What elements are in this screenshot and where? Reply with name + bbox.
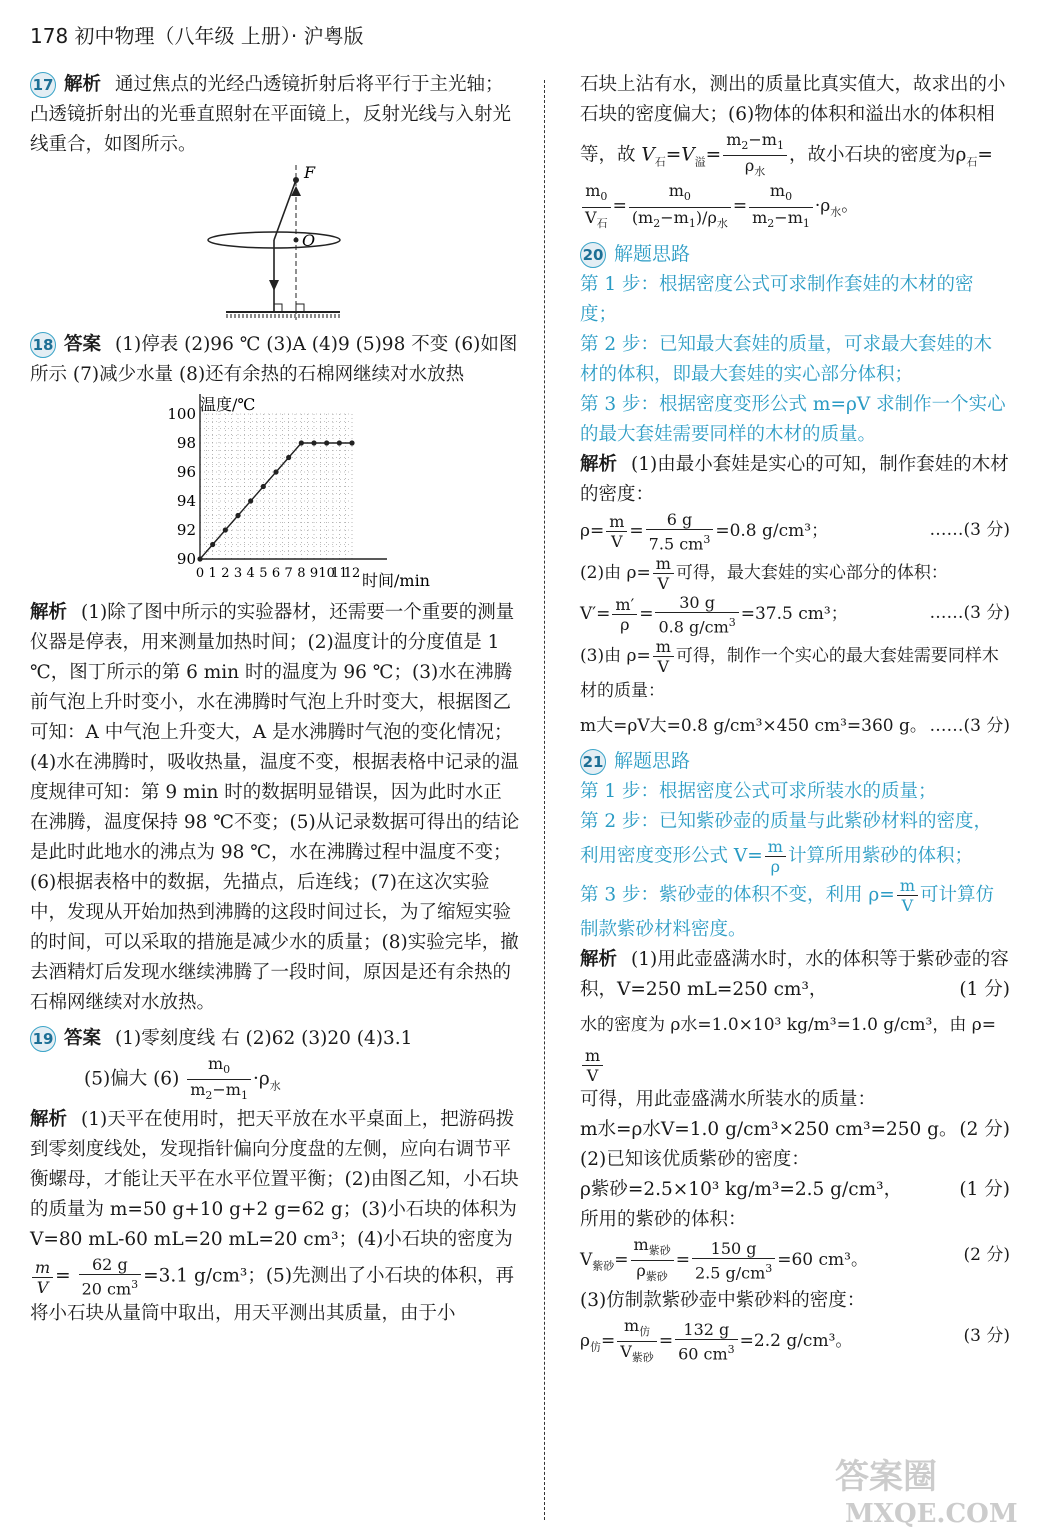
q20-step2: 第 2 步：已知最大套娃的质量，可求最大套娃的木材的体积，即最大套娃的实心部分体积； (580, 333, 993, 385)
q19-explain-text1: (1)天平在使用时，把天平放在水平桌面上，把游码拨到零刻度线处，发现指针偏向分度盘的左侧，应向右调节平衡螺母，才能让天平在水平位置平衡；(2)由图乙知，小石块的质量为 m=50 g+10 g+2 g=62 g；(3)小石块的体积为 V=80 mL-60 mL=20 mL=20 cm³；(4)小石块的密度为 (30, 1109, 519, 1251)
x-tick-label: 9 (309, 566, 319, 581)
q20-step1: 第 1 步：根据密度公式可求制作套娃的木材的密度； (580, 273, 974, 325)
svg-text:答案圈: 答案圈 (835, 1457, 937, 1497)
q20-eq3 (580, 706, 1010, 746)
q19-answer-text: (1)零刻度线 右 (2)62 (3)20 (4)3.1 (115, 1028, 413, 1049)
q18-number: 18 (30, 332, 56, 358)
q21-step2-text: 第 2 步：已知紫砂壶的质量与此紫砂材料的密度，利用密度变形公式 (580, 810, 993, 867)
q21-e9: (3)仿制款紫砂壶中紫砂料的密度： (580, 1290, 866, 1312)
q20-eq1: ρ= $\frac{m}{V}$ = $\frac{6 g}{7.5 cm^3}$ =0.8 g/cm³； ……(3 分) (580, 509, 1010, 554)
q21-step3-text: 第 3 步：紫砂壶的体积不变，利用 (580, 884, 863, 906)
focus-point (293, 177, 299, 183)
score: (2 分) (959, 1118, 1010, 1140)
temperature-chart (30, 394, 520, 594)
q21-e1-text: (1)用此壶盛满水时，水的体积等于紫砂壶的容积，V=250 mL=250 cm³， (580, 948, 1009, 1000)
fraction: $\frac{m_0}{m_2-m_1}$ (187, 1054, 251, 1105)
fraction: $\frac{m}{V}$ (653, 637, 674, 676)
q21-step2: 第 2 步：已知紫砂壶的质量与此紫砂材料的密度，利用密度变形公式 V= $\frac{m}{\rho}$ 计算所用紫砂的体积； (580, 810, 993, 876)
q21-e1 (580, 945, 1010, 1005)
q21-e6 (580, 1175, 1010, 1205)
right-column (580, 70, 1010, 1368)
fraction: $\frac{m}{V}$ (606, 512, 627, 551)
data-point (210, 542, 215, 547)
fraction: $\frac{m_0}{m_2-m_1}$ (749, 181, 813, 232)
arrow-down (269, 280, 279, 291)
score: (2 分) (963, 1244, 1010, 1265)
q20-step3: 第 3 步：根据密度变形公式 m=ρV 求制作一个实心的最大套娃需要同样的木材的质量。 (580, 393, 1006, 445)
q19-continued: 石块上沾有水，测出的质量比真实值大，故求出的小石块的密度偏大；(6)物体的体积和溢出水的体积相等，故 $V_石=V_溢=$ $\frac{m_2-m_1}{\rho_水}$ ，故小石块的密度为$\rho_石=$ (580, 70, 1010, 181)
fraction: $\frac{m'}{\rho}$ (612, 595, 637, 634)
q21-e4 (580, 1115, 1010, 1145)
x-tick-label: 4 (246, 566, 255, 581)
q18-answer-text: (1)停表 (2)96 ℃ (3)A (4)9 (5)98 不变 (6)如图所示 (7)减少水量 (8)还有余热的石棉网继续对水放热 (30, 334, 518, 385)
score: (1 分) (959, 1178, 1010, 1200)
q18-keyword: 答案 (64, 334, 102, 355)
x-tick-label: 5 (259, 566, 268, 581)
fraction: $\frac{m_0}{(m_2-m_1)/\rho_水}$ (629, 181, 731, 232)
q21-step1: 第 1 步：根据密度公式可求所装水的质量； (580, 780, 937, 802)
data-point (248, 498, 253, 503)
fraction: $\frac{m_仿}{V_{紫砂}}$ (617, 1316, 657, 1367)
data-point (286, 455, 291, 460)
q20-header (580, 239, 1010, 270)
q17-number: 17 (30, 72, 56, 98)
q20-e1eq: =0.8 g/cm³； (715, 521, 829, 542)
y-tick-label: 96 (176, 463, 196, 481)
q19-answer-text2: (5)偏大 (6) (84, 1068, 180, 1090)
fraction: $\frac{62 g}{20 cm^3}$ (79, 1255, 142, 1298)
fraction: $\frac{m_0}{V_石}$ (582, 181, 611, 232)
q18-answer (30, 330, 520, 390)
x-tick-label: 7 (284, 566, 293, 581)
q21-e7: 所用的紫砂的体积： (580, 1208, 747, 1230)
x-tick-label: 6 (271, 566, 281, 581)
q21-e5: (2)已知该优质紫砂的密度： (580, 1148, 810, 1170)
fraction: $\frac{6 g}{7.5 cm^3}$ (646, 510, 714, 553)
center-label: O (302, 231, 316, 250)
q18-explain (30, 598, 520, 1018)
fraction: $\frac{m}{V}$ (32, 1258, 53, 1297)
x-tick-label: 2 (221, 566, 230, 581)
q17-block (30, 70, 520, 160)
x-tick-label: 0 (195, 566, 205, 581)
left-column (30, 70, 520, 1329)
q21-e10eq: =2.2 g/cm³。 (739, 1331, 853, 1352)
q19-cont1: 石块上沾有水，测出的质量比真实值大，故求出的小石块的密度偏大；(6)物体的体积和溢出水的体积相等，故 (580, 74, 1006, 166)
q19-cont2: 故小石块的密度为 (807, 144, 956, 166)
q20-e2-text: (2)由 (580, 563, 622, 584)
data-point (311, 440, 316, 445)
q20-e2b: 可得，最大套娃的实心部分的体积： (675, 563, 948, 584)
right-angle-mark-2 (296, 304, 304, 312)
data-point (273, 469, 278, 474)
q21-step3: 第 3 步：紫砂壶的体积不变，利用 ρ= $\frac{m}{V}$ 可计算仿制款紫砂材料密度。 (580, 875, 994, 940)
fraction: $\frac{m}{V}$ (653, 554, 674, 593)
q20-explain1 (580, 450, 1010, 510)
q19-answer-line2: (5)偏大 (6) $\frac{m_0}{m_2-m_1}$ $\cdot\rho_水$ (30, 1054, 520, 1105)
q19-keyword: 答案 (64, 1028, 102, 1049)
q20-e3: (3)由 ρ= $\frac{m}{V}$ 可得，制作一个实心的最大套娃需要同样木材的质量： (580, 636, 999, 701)
q21-e4-text: m水=ρ水V=1.0 g/cm³×250 cm³=250 g。 (580, 1118, 958, 1140)
score: ……(3 分) (929, 715, 1010, 736)
q20-eq2: V′= $\frac{m'}{\rho}$ = $\frac{30 g}{0.8 g/cm^3}$ =37.5 cm³； ……(3 分) (580, 593, 1010, 637)
fraction: $\frac{m}{V}$ (582, 1046, 603, 1085)
data-point (223, 527, 228, 532)
watermark-logo (825, 1448, 1045, 1528)
fraction: $\frac{m_2-m_1}{\rho_水}$ (723, 130, 787, 181)
q19-explain-keyword: 解析 (30, 1109, 68, 1131)
data-point (235, 513, 240, 518)
score: ……(3 分) (929, 603, 1010, 624)
q21-title: 解题思路 (614, 749, 691, 772)
q21-eq10: $\rho_仿=$ $\frac{m_仿}{V_{紫砂}}$ = $\frac{132 g}{60 cm^3}$ =2.2 g/cm³。 (3 分) (580, 1316, 1010, 1368)
y-tick-label: 92 (176, 521, 196, 539)
chart-x-title: 时间/min (362, 571, 430, 590)
page-header: 178 初中物理（八年级 上册）· 沪粤版 (30, 24, 364, 48)
q18-explain-keyword: 解析 (30, 602, 68, 623)
svg-text:MXQE.COM: MXQE.COM (845, 1499, 1018, 1528)
q19-number: 19 (30, 1026, 56, 1052)
q20-e3eq: m大=ρV大=0.8 g/cm³×450 cm³=360 g。 (580, 715, 927, 736)
y-tick-label: 90 (176, 550, 196, 568)
q20-e1: (1)由最小套娃是实心的可知，制作套娃的木材的密度： (580, 453, 1009, 505)
x-tick-label: 10 (318, 566, 335, 581)
incident-ray (274, 180, 296, 240)
y-tick-label: 94 (176, 492, 196, 510)
q20-e2: (2)由 ρ= $\frac{m}{V}$ 可得，最大套娃的实心部分的体积： (580, 554, 948, 594)
fraction: $\frac{30 g}{0.8 g/cm^3}$ (655, 593, 738, 636)
q21-e2: 水的密度为 ρ水=1.0×10³ kg/m³=1.0 g/cm³，由 ρ= $\frac{m}{V}$ (580, 1014, 997, 1085)
x-tick-label: 1 (208, 566, 217, 581)
q18-explain-text: (1)除了图中所示的实验器材，还需要一个重要的测量仪器是停表，用来测量加热时间；(2)温度计的分度值是 1 ℃，图丁所示的第 6 min 时的温度为 96 ℃；(3)水在沸腾前气泡上升时变小，水在沸腾时气泡上升时变大，根据图乙可知：A 中气泡上升变大，A 是水沸腾时气泡的变化情况；(4)水在沸腾时，吸收热量，温度不变，根据表格中记录的温度规律可知：第 9 min 时的数据明显错误，因为此时水正在沸腾，温度保持 98 ℃不变；(5)从记录数据可得出的结论是此时此地水的沸点为 98 ℃，水在沸腾过程中温度不变；(6)根据表格中的数据，先描点，后连线；(7)在这次实验中，发现从开始加热到沸腾的这段时间过长，为了缩短实验的时间，可以采取的措施是减少水的质量；(8)实验完毕，撤去酒精灯后发现水继续沸腾了一段时间，原因是还有余热的石棉网继续对水放热。 (30, 602, 520, 1013)
q20-e2eq: =37.5 cm³； (740, 604, 848, 625)
fraction: $\frac{132 g}{60 cm^3}$ (675, 1320, 738, 1363)
q21-e8eq: =60 cm³。 (777, 1249, 868, 1270)
data-point (324, 440, 329, 445)
x-tick-label: 3 (233, 566, 243, 581)
q19-answer (30, 1024, 520, 1054)
score: ……(3 分) (929, 519, 1010, 540)
q20-keyword: 解析 (580, 453, 618, 475)
q20-e3-text: (3)由 (580, 645, 622, 666)
q21-number: 21 (580, 749, 606, 775)
score: (1 分) (959, 978, 1010, 1000)
focus-label: F (304, 163, 316, 182)
q19-explain: 解析 (1)天平在使用时，把天平放在水平桌面上，把游码拨到零刻度线处，发现指针偏向分度盘的左侧，应向右调节平衡螺母，才能让天平在水平位置平衡；(2)由图乙知，小石块的质量为 m=50 g+10 g+2 g=62 g；(3)小石块的体积为 V=80 mL-60 mL=20 mL=20 cm³；(4)小石块的密度为 $\frac{m}{V}$ = $\frac{62 g}{20 cm^3}$ =3.1 g/cm³；(5)先测出了小石块的体积，再将小石块从量筒中取出，用天平测出其质量，由于小 (30, 1109, 519, 1324)
q21-e3: 可得，用此壶盛满水所装水的质量： (580, 1088, 877, 1110)
right-angle-mark (274, 304, 282, 312)
fraction: $\frac{150 g}{2.5 g/cm^3}$ (692, 1239, 775, 1282)
q21-eq8: $V_{紫砂}=$ $\frac{m_{紫砂}}{\rho_{紫砂}}$ = $\frac{150 g}{2.5 g/cm^3}$ =60 cm³。 (2 分) (580, 1235, 1010, 1287)
y-tick-label: 98 (176, 434, 196, 452)
q20-e3b: 可得，制作一个实心的最大套娃需要同样木材的质量： (580, 645, 999, 701)
score: (3 分) (963, 1326, 1010, 1347)
x-tick-label: 8 (297, 566, 306, 581)
fraction: $\frac{m}{\rho}$ (765, 837, 786, 876)
data-point (349, 440, 354, 445)
q21-step3b: 可计算仿制款紫砂材料密度。 (580, 884, 994, 940)
x-tick-label: 11 (331, 566, 348, 581)
q21-e2-text: 水的密度为 ρ水=1.0×10³ kg/m³=1.0 g/cm³，由 (580, 1014, 967, 1035)
chart-axes (200, 394, 387, 559)
q17-text: 通过焦点的光经凸透镜折射后将平行于主光轴；凸透镜折射出的光垂直照射在平面镜上，反射光线与入射光线重合，如图所示。 (30, 74, 512, 155)
chart-y-title: 温度/℃ (200, 395, 256, 414)
data-point (299, 440, 304, 445)
optical-center (294, 238, 299, 243)
y-tick-label: 100 (167, 405, 196, 423)
q21-keyword: 解析 (580, 948, 618, 970)
q21-header (580, 746, 1010, 777)
q19-final-formula: $\frac{m_0}{V_石}$ = $\frac{m_0}{(m_2-m_1)/\rho_水}$ = $\frac{m_0}{m_2-m_1}$ $\cdot\rho_水$。 (580, 181, 1010, 233)
lens-diagram (30, 160, 520, 330)
fraction: $\frac{m}{V}$ (897, 876, 918, 915)
q21-e6-text: ρ紫砂=2.5×10³ kg/m³=2.5 g/cm³， (580, 1178, 903, 1200)
q21-step2b: 计算所用紫砂的体积； (787, 845, 973, 867)
data-point (197, 556, 202, 561)
x-tick-label: 12 (343, 566, 361, 581)
q19-explain-text2: =3.1 g/cm³；(5)先测出了小石块的体积，再将小石块从量筒中取出，用天平测出其质量，由于小 (30, 1266, 515, 1324)
q20-title: 解题思路 (614, 242, 691, 265)
q17-keyword: 解析 (64, 74, 102, 95)
data-point (337, 440, 342, 445)
column-divider (544, 80, 545, 1520)
q20-number: 20 (580, 242, 606, 268)
data-point (261, 484, 266, 489)
fraction: $\frac{m_{紫砂}}{\rho_{紫砂}}$ (631, 1235, 674, 1286)
